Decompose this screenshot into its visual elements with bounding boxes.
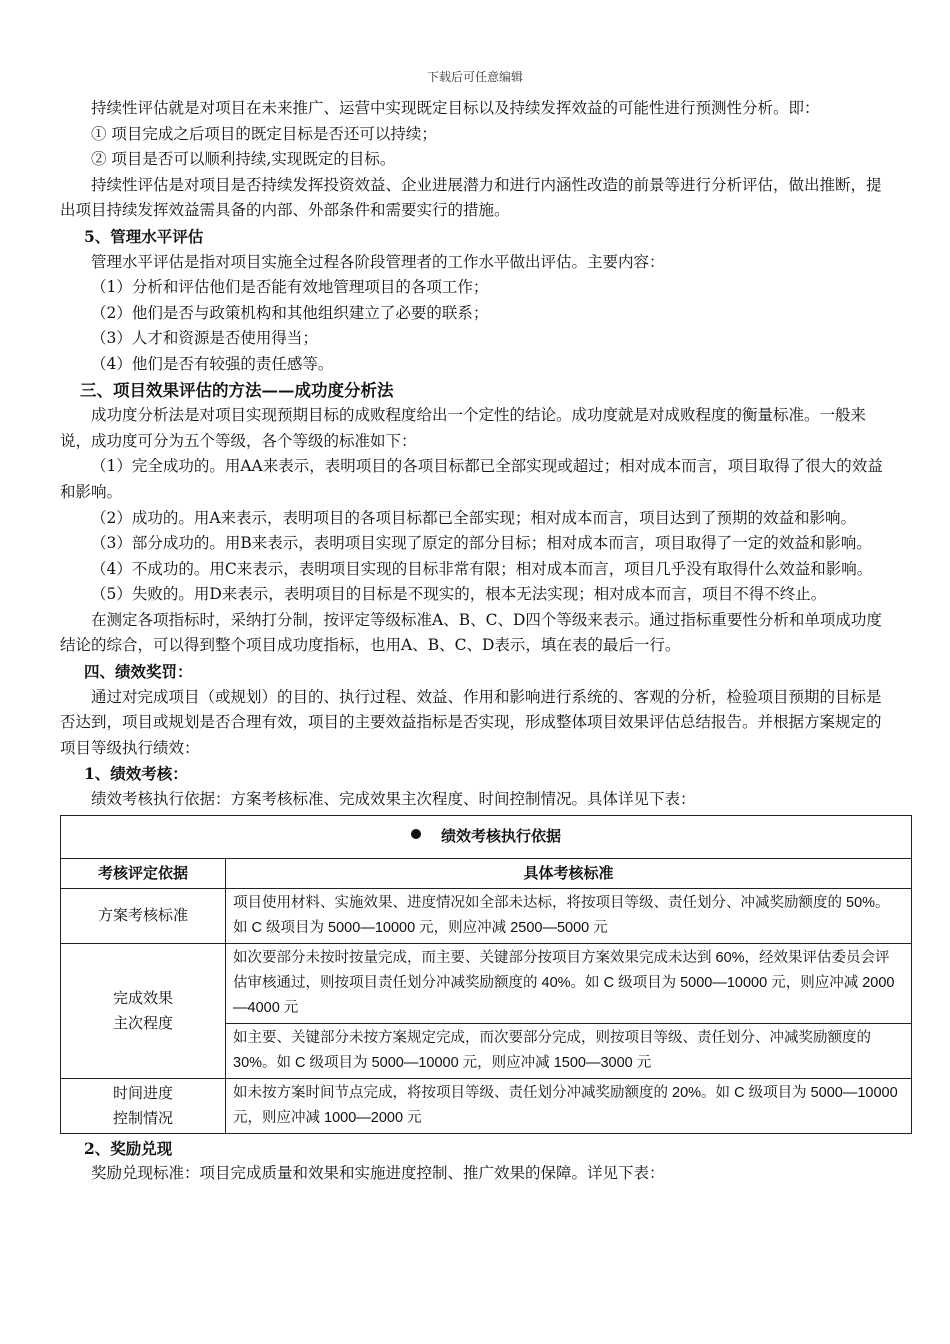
table-caption-text: 绩效考核执行依据 (440, 827, 561, 846)
chapter-heading: 四、绩效奖罚： (84, 662, 193, 682)
list-item: （2）他们是否与政策机构和其他组织建立了必要的联系； (91, 303, 489, 322)
list-item: （2）成功的。用A来表示，表明项目的各项目标都已全部实现；相对成本而言，项目达到了预期的效益和影响。 (91, 508, 857, 527)
row-text: 如未按方案时间节点完成，将按项目等级、责任划分冲减奖励额度的 20%。如 C 级项目为 5000—10000 元，则应冲减 1000—2000 元 (226, 1078, 912, 1133)
list-item: ② 项目是否可以顺利持续,实现既定的目标。 (91, 150, 396, 169)
row-label-line: 完成效果 (112, 988, 173, 1007)
performance-table (60, 815, 912, 1134)
list-item: （4）他们是否有较强的责任感等。 (91, 354, 334, 373)
list-item: （5）失败的。用D来表示，表明项目的目标是不现实的，根本无法实现；相对成本而言，项目不得不终止。 (91, 585, 827, 604)
section-heading: 5、管理水平评估 (84, 226, 204, 246)
paragraph: 奖励兑现标准：项目完成质量和效果和实施进度控制、推广效果的保障。详见下表： (91, 1164, 665, 1183)
section-heading: 1、绩效考核： (84, 764, 188, 784)
row-label (61, 1078, 226, 1133)
column-header: 考核评定依据 (61, 858, 226, 888)
column-header: 具体考核标准 (226, 858, 912, 888)
table-row (61, 888, 912, 943)
document-body (60, 96, 898, 1187)
list-item: （4）不成功的。用C来表示，表明项目实现的目标非常有限；相对成本而言，项目几乎没有取得什么效益和影响。 (91, 559, 873, 578)
paragraph: 在测定各项指标时，采纳打分制，按评定等级标准A、B、C、D四个等级来表示。通过指标重要性分析和单项成功度结论的综合，可以得到整个项目成功度指标，也用A、B、C、D表示，填在表的最后一行。 (60, 610, 882, 655)
list-item: ① 项目完成之后项目的既定目标是否还可以持续； (91, 124, 437, 143)
row-label (61, 943, 226, 1078)
table-caption (61, 815, 912, 858)
list-item: （3）人才和资源是否使用得当； (91, 329, 318, 348)
row-label-line: 时间进度 (112, 1083, 173, 1102)
page-header: 下载后可任意编辑 (426, 70, 523, 84)
paragraph: 管理水平评估是指对项目实施全过程各阶段管理者的工作水平做出评估。主要内容： (91, 252, 665, 271)
table-row (61, 1078, 912, 1133)
paragraph: 持续性评估就是对项目在未来推广、运营中实现既定目标以及持续发挥效益的可能性进行预测性分析。即： (91, 99, 820, 117)
paragraph: 持续性评估是对项目是否持续发挥投资效益、企业进展潜力和进行内涵性改造的前景等进行分析评估，做出推断，提出项目持续发挥效益需具备的内部、外部条件和需要实行的措施。 (60, 175, 882, 220)
list-item: （1）分析和评估他们是否能有效地管理项目的各项工作； (91, 278, 489, 297)
row-text: 项目使用材料、实施效果、进度情况如全部未达标，将按项目等级、责任划分、冲减奖励额度的 50%。如 C 级项目为 5000—10000 元，则应冲减 2500—5000 元 (226, 888, 912, 943)
section-heading: 2、奖励兑现 (84, 1138, 173, 1158)
row-label-line: 控制情况 (112, 1108, 173, 1127)
bullet-icon (411, 829, 421, 839)
row-label-line: 主次程度 (112, 1013, 173, 1032)
row-text: 如次要部分未按时按量完成，而主要、关键部分按项目方案效果完成未达到 60%，经效果评估委员会评估审核通过，则按项目责任划分冲减奖励额度的 40%。如 C 级项目为 5000—10000 元，则应冲减 2000—4000 元 (226, 943, 912, 1023)
chapter-heading: 三、项目效果评估的方法——成功度分析法 (80, 380, 394, 400)
table-row (61, 943, 912, 1023)
list-item: （3）部分成功的。用B来表示，表明项目实现了原定的部分目标；相对成本而言，项目取得了一定的效益和影响。 (91, 534, 872, 553)
paragraph: 绩效考核执行依据：方案考核标准、完成效果主次程度、时间控制情况。具体详见下表： (91, 790, 696, 809)
paragraph: 通过对完成项目（或规划）的目的、执行过程、效益、作用和影响进行系统的、客观的分析，检验项目预期的目标是否达到，项目或规划是否合理有效，项目的主要效益指标是否实现，形成整体项目效果评估总结报告。并根据方案规定的项目等级执行绩效： (60, 687, 882, 757)
row-label: 方案考核标准 (61, 888, 226, 943)
list-item: （1）完全成功的。用AA来表示，表明项目的各项目标都已全部实现或超过；相对成本而言，项目取得了很大的效益和影响。 (60, 457, 883, 501)
paragraph: 成功度分析法是对项目实现预期目标的成败程度给出一个定性的结论。成功度就是对成败程度的衡量标准。一般来说，成功度可分为五个等级，各个等级的标准如下： (60, 406, 867, 450)
row-text: 如主要、关键部分未按方案规定完成，而次要部分完成，则按项目等级、责任划分、冲减奖励额度的 30%。如 C 级项目为 5000—10000 元，则应冲减 1500—3000 元 (226, 1023, 912, 1078)
